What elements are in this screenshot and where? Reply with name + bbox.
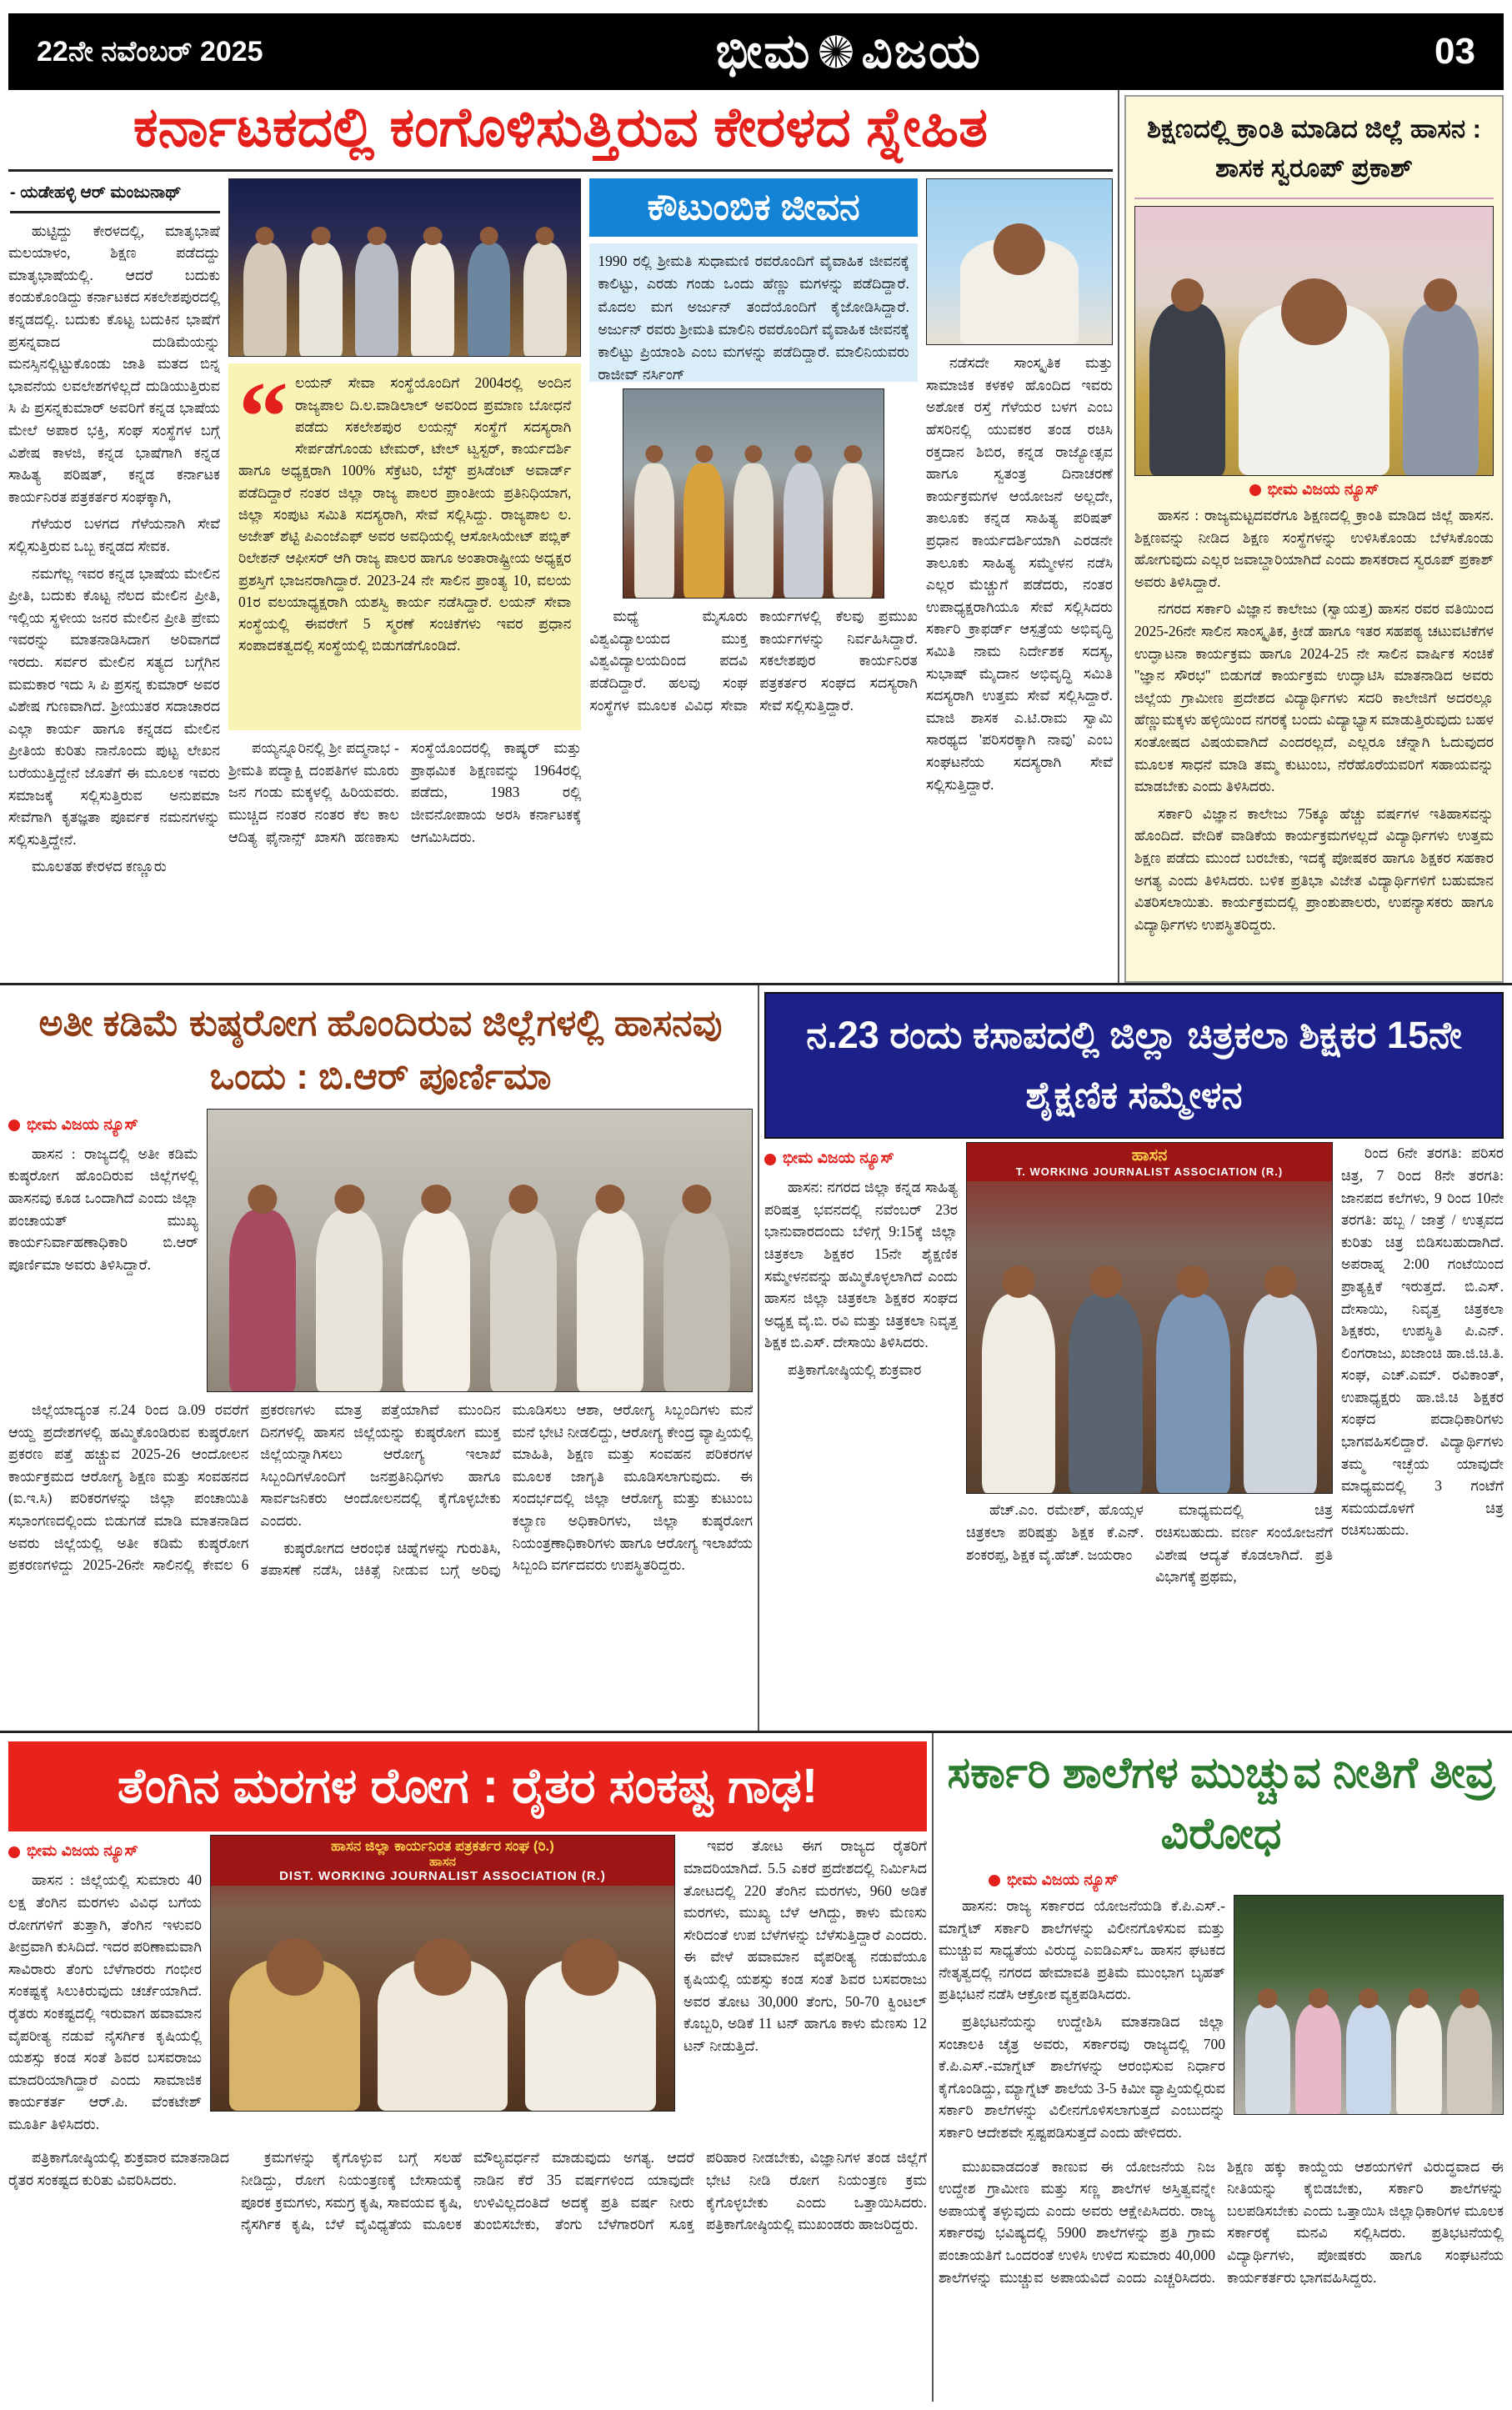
leprosy-paragraph: ಕುಷ್ಠರೋಗದ ಆರಂಭಿಕ ಚಿಹ್ನೆಗಳನ್ನು ಗುರುತಿಸಿ, ತಪಾಸಣೆ ನಡೆಸಿ, ಚಿಕಿತ್ಸೆ ನೀಡುವ ಬಗ್ಗೆ ಅರಿವು ಮೂಡಿಸಲು ಆಶಾ, ಆರೋಗ್ಯ ಸಿಬ್ಬಂದಿಗಳು ಮನೆ ಮನೆ ಭೇಟಿ ನೀಡಲಿದ್ದು, ಆರೋಗ್ಯ ಕೇಂದ್ರ ವ್ಯಾಪ್ತಿಯಲ್ಲಿ ಮಾಹಿತಿ, ಶಿಕ್ಷಣ ಮತ್ತು ಸಂವಹನ ಪರಿಕರಗಳ ಮೂಲಕ ಜಾಗೃತಿ ಮೂಡಿಸಲಾಗುವುದು. ಈ ಸಂದರ್ಭದಲ್ಲಿ ಜಿಲ್ಲಾ ಆರೋಗ್ಯ ಮತ್ತು ಕುಟುಂಬ ಕಲ್ಯಾಣ ಅಧಿಕಾರಿಗಳು, ಜಿಲ್ಲಾ ಕುಷ್ಠರೋಗ ನಿಯಂತ್ರಣಾಧಿಕಾರಿಗಳು ಹಾಗೂ ಆರೋಗ್ಯ ಇಲಾಖೆಯ ಸಿಬ್ಬಂದಿ ವರ್ಗದವರು ಉಪಸ್ಥಿತರಿದ್ದರು. <box>260 1400 753 1579</box>
schools-paragraph: ಪ್ರತಿಭಟನೆಯನ್ನು ಉದ್ದೇಶಿಸಿ ಮಾತನಾಡಿದ ಜಿಲ್ಲಾ ಸಂಚಾಲಕಿ ಚೈತ್ರ ಅವರು, ಸರ್ಕಾರವು ರಾಜ್ಯದಲ್ಲಿ 700 ಕೆ.ಪಿ.ಎಸ್.-ಮಾಗ್ನೆಟ್ ಶಾಲೆಗಳನ್ನು ಆರಂಭಿಸುವ ನಿರ್ಧಾರ ಕೈಗೊಂಡಿದ್ದು, ಮ್ಯಾಗ್ನೆಟ್ ಶಾಲೆಯ 3-5 ಕಿಮೀ ವ್ಯಾಪ್ತಿಯಲ್ಲಿರುವ ಸರ್ಕಾರಿ ಶಾಲೆಗಳನ್ನು ವಿಲೀನಗೊಳಿಸಲಾಗುತ್ತದೆ ಎಂಬುದನ್ನು ಸರ್ಕಾರಿ ಆದೇಶವೇ ಸ್ಪಷ್ಟಪಡಿಸುತ್ತದೆ ಎಂದು ಹೇಳಿದರು. <box>939 2013 1225 2142</box>
issue-date: 22ನೇ ನವೆಂಬರ್ 2025 <box>37 35 263 68</box>
masthead-emblem-icon <box>818 33 854 70</box>
main-author-byline: - ಯಡೇಹಳ್ಳಿ ಆರ್ ಮಂಜುನಾಥ್ <box>10 180 220 213</box>
article-coconut-disease <box>8 1733 927 2402</box>
vertical-divider <box>1118 90 1119 983</box>
art-teachers-paragraph: ರಿಂದ 6ನೇ ತರಗತಿ: ಪರಿಸರ ಚಿತ್ರ, 7 ರಿಂದ 8ನೇ ತರಗತಿ: ಜಾನಪದ ಕಲೆಗಳು, 9 ರಿಂದ 10ನೇ ತರಗತಿ: ಹಬ್ಬ / ಜಾತ್ರೆ / ಉತ್ಸವದ ಕುರಿತು ಚಿತ್ರ ಬಿಡಿಸಬಹುದಾಗಿದೆ. ಅಪರಾಹ್ನ 2:00 ಗಂಟೆಯಿಂದ ಪ್ರಾತ್ಯಕ್ಷಿಕೆ ಇರುತ್ತದೆ. ಬಿ.ಎಸ್. ದೇಸಾಯಿ, ನಿವೃತ್ತ ಚಿತ್ರಕಲಾ ಶಿಕ್ಷಕರು, ಉಪಸ್ಥಿತಿ ಪಿ.ಎನ್. ಲಿಂಗರಾಜು, ಖಜಾಂಚಿ ಹಾ.ಜಿ.ಚಿ.ತಿ. ಸಂಘ, ಎಚ್.ಎಮ್. ರವಿಕಾಂತ್, ಉಪಾಧ್ಯಕ್ಷರು ಹಾ.ಜಿ.ಚಿ ಶಿಕ್ಷಕರ ಸಂಘದ ಪದಾಧಿಕಾರಿಗಳು ಭಾಗವಹಿಸಲಿದ್ದಾರೆ. ವಿದ್ಯಾರ್ಥಿಗಳು ತಮ್ಮ ಇಚ್ಛೆಯ ಯಾವುದೇ ಮಾಧ್ಯಮದಲ್ಲಿ 3 ಗಂಟೆಗೆ ಸಮಯದೊಳಗೆ ಚಿತ್ರ ರಚಿಸಬಹುದು. <box>1341 1145 1504 1539</box>
masthead-bar <box>0 0 1512 90</box>
news-agency-byline <box>8 1114 198 1138</box>
news-agency-byline <box>8 1840 202 1864</box>
protest-march-photo <box>1234 1895 1504 2115</box>
photo-banner-english: DIST. WORKING JOURNALIST ASSOCIATION (R.) <box>279 1869 606 1884</box>
quote-mark-icon: “ <box>238 363 289 473</box>
art-teachers-paragraph: ಪತ್ರಿಕಾಗೋಷ್ಠಿಯಲ್ಲಿ ಶುಕ್ರವಾರ <box>788 1360 922 1378</box>
byline-dot-icon <box>989 1875 1000 1886</box>
coconut-paragraph: ಕ್ರಮಗಳನ್ನು ಕೈಗೊಳ್ಳುವ ಬಗ್ಗೆ ಸಲಹೆ ನೀಡಿದ್ದು, ರೋಗ ನಿಯಂತ್ರಣಕ್ಕೆ ಬೇಸಾಯಕ್ಕೆ ಪೂರಕ ಕ್ರಮಗಳು, ಸಮಗ್ರ ಕೃಷಿ, ಸಾವಯವ ಕೃಷಿ, ನೈಸರ್ಗಿಕ ಕೃಷಿ, ಬೆಳೆ ವೈವಿಧ್ಯತೆಯ ಮೂಲಕ ಮೌಲ್ಯವರ್ಧನೆ ಮಾಡುವುದು ಅಗತ್ಯ. ಆದರೆ ನಾಡಿನ ಕೆರೆ 35 ವರ್ಷಗಳಿಂದ ಯಾವುದೇ ಉಳಿವಿಲ್ಲದಂತಿದೆ ಅದಕ್ಕೆ ಪ್ರತಿ ವರ್ಷ ನೀರು ತುಂಬಿಸಬೇಕು, ತೆಂಗು ಬೆಳೆಗಾರರಿಗೆ ಸೂಕ್ತ ಪರಿಹಾರ ನೀಡಬೇಕು, ವಿಜ್ಞಾನಿಗಳ ತಂಡ ಜಿಲ್ಲೆಗೆ ಭೇಟಿ ನೀಡಿ ರೋಗ ನಿಯಂತ್ರಣ ಕ್ರಮ ಕೈಗೊಳ್ಳಬೇಕು ಎಂದು ಒತ್ತಾಯಿಸಿದರು. ಪತ್ರಿಕಾಗೋಷ್ಠಿಯಲ್ಲಿ ಮುಖಂಡರು ಹಾಜರಿದ್ದರು. <box>241 2149 927 2233</box>
art-teachers-headline: ನ.23 ರಂದು ಕಸಾಪದಲ್ಲಿ ಜಿಲ್ಲಾ ಚಿತ್ರಕಲಾ ಶಿಕ್ಷಕರ 15ನೇ ಶೈಕ್ಷಣಿಕ ಸಮ್ಮೇಳನ <box>764 992 1504 1139</box>
coconut-bottom-columns <box>8 2147 927 2402</box>
byline-dot-icon <box>1249 484 1261 496</box>
photo-banner-kannada: ಹಾಸನ <box>1131 1146 1168 1165</box>
felicitation-photo <box>623 388 884 599</box>
main-column4-text <box>926 352 1113 983</box>
schools-paragraph: ಮುಖವಾಡದಂತೆ ಕಾಣುವ ಈ ಯೋಜನೆಯ ನಿಜ ಉದ್ದೇಶ ಗ್ರಾಮೀಣ ಮತ್ತು ಸಣ್ಣ ಶಾಲೆಗಳ ಅಸ್ತಿತ್ವವನ್ನೇ ಅಪಾಯಕ್ಕೆ ತಳ್ಳುವುದು ಎಂದು ಅವರು ಆಕ್ಷೇಪಿಸಿದರು. ರಾಜ್ಯ ಸರ್ಕಾರವು ಭವಿಷ್ಯದಲ್ಲಿ 5900 ಶಾಲೆಗಳನ್ನು ಪ್ರತಿ ಗ್ರಾಮ ಪಂಚಾಯತಿಗೆ ಒಂದರಂತೆ ಉಳಿಸಿ ಉಳಿದ ಸುಮಾರು 40,000 ಶಾಲೆಗಳನ್ನು ಮುಚ್ಚುವ ಅಪಾಯವಿದೆ ಎಂದು ಎಚ್ಚರಿಸಿದರು. ಶಿಕ್ಷಣ ಹಕ್ಕು ಕಾಯ್ದೆಯ ಆಶಯಗಳಿಗೆ ವಿರುದ್ಧವಾದ ಈ ನೀತಿಯನ್ನು ಕೈಬಿಡಬೇಕು, ಸರ್ಕಾರಿ ಶಾಲೆಗಳನ್ನು ಬಲಪಡಿಸಬೇಕು ಎಂದು ಒತ್ತಾಯಿಸಿ ಜಿಲ್ಲಾಧಿಕಾರಿಗಳ ಮೂಲಕ ಸರ್ಕಾರಕ್ಕೆ ಮನವಿ ಸಲ್ಲಿಸಿದರು. ಪ್ರತಿಭಟನೆಯಲ್ಲಿ ವಿದ್ಯಾರ್ಥಿಗಳು, ಪೋಷಕರು ಹಾಗೂ ಸಂಘಟನೆಯ ಕಾರ್ಯಕರ್ತರು ಭಾಗವಹಿಸಿದ್ದರು. <box>939 2157 1504 2286</box>
news-agency-byline-text: ಭೀಮ ವಿಜಯ ನ್ಯೂಸ್ <box>1267 481 1379 499</box>
yellow-article-headline: ಶಿಕ್ಷಣದಲ್ಲಿ ಕ್ರಾಂತಿ ಮಾಡಿದ ಜಿಲ್ಲೆ ಹಾಸನ : ಶಾಸಕ ಸ್ವರೂಪ್ ಪ್ರಕಾಶ್ <box>1134 103 1494 199</box>
main-under-quote-text <box>228 737 581 983</box>
news-agency-byline-text: ಭೀಮ ವಿಜಯ ನ್ಯೂಸ್ <box>27 1842 138 1861</box>
bottom-band <box>0 1731 1512 2410</box>
masthead-title-left: ಭೀಮ <box>715 24 812 78</box>
main-paragraph: ಮೂಲತಹ ಕೇರಳದ ಕಣ್ಣೂರು <box>32 858 167 875</box>
article-art-teachers <box>764 985 1504 1731</box>
main-under-photo2-text <box>589 605 917 983</box>
leprosy-paragraph: ಹಾಸನ : ರಾಜ್ಯದಲ್ಲಿ ಅತೀ ಕಡಿಮೆ ಕುಷ್ಠರೋಗ ಹೊಂದಿರುವ ಜಿಲ್ಲೆಗಳಲ್ಲಿ ಹಾಸನವು ಕೂಡ ಒಂದಾಗಿದೆ ಎಂದು ಜಿಲ್ಲಾ ಪಂಚಾಯತ್ ಮುಖ್ಯ ಕಾರ್ಯನಿರ್ವಾಹಣಾಧಿಕಾರಿ ಬಿ.ಆರ್ ಪೂರ್ಣಿಮಾ ಅವರು ತಿಳಿಸಿದ್ದಾರೆ. <box>8 1145 198 1273</box>
art-teachers-photo-stack <box>966 1142 1333 1731</box>
photo-banner-kannada-2: ಹಾಸನ <box>429 1855 456 1870</box>
yellow-paragraph: ನಗರದ ಸರ್ಕಾರಿ ವಿಜ್ಞಾನ ಕಾಲೇಜು (ಸ್ವಾಯತ್ತ) ಹಾಸನ ರವರ ವತಿಯಿಂದ 2025-26ನೇ ಸಾಲಿನ ಸಾಂಸ್ಕೃತಿಕ, ಕ್ರೀಡೆ ಹಾಗೂ ಇತರ ಸಹಪಠ್ಯ ಚಟುವಟಿಕೆಗಳ ಉದ್ಘಾಟನಾ ಕಾರ್ಯಕ್ರಮ ಹಾಗೂ 2024-25 ನೇ ಸಾಲಿನ ವಾರ್ಷಿಕ ಸಂಚಿಕೆ ''ಜ್ಞಾನ ಸೌರಭ'' ಬಿಡುಗಡೆ ಕಾರ್ಯಕ್ರಮ ಉದ್ಘಾಟಿಸಿ ಮಾತನಾಡಿದ ಅವರು ಜಿಲ್ಲೆಯ ಗ್ರಾಮೀಣ ಪ್ರದೇಶದ ವಿದ್ಯಾರ್ಥಿಗಳು ಸದರಿ ಕಾಲೇಜಿಗೆ ಅದರಲ್ಲೂ ಹೆಣ್ಣುಮಕ್ಕಳು ಹಳ್ಳಿಯಿಂದ ನಗರಕ್ಕೆ ಬಂದು ವಿದ್ಯಾಭ್ಯಾಸ ಮಾಡುತ್ತಿರುವುದು ಬಹಳ ಸಂತೋಷದ ವಿಷಯವಾಗಿದೆ ಎಂದರಲ್ಲದೆ, ಎಲ್ಲರೂ ಚೆನ್ನಾಗಿ ಓದುವುದರ ಮೂಲಕ ಸಾಧನೆ ಮಾಡಿ ತಮ್ಮ ಕುಟುಂಬ, ನೆರೆಹೊರೆಯವರಿಗೆ ಸಹಾಯವನ್ನು ಮಾಡಬೇಕು ಎಂದು ತಿಳಿಸಿದರು. <box>1134 600 1494 795</box>
art-teachers-column-1 <box>764 1142 958 1731</box>
main-paragraph: ನಮಗೆಲ್ಲ ಇವರ ಕನ್ನಡ ಭಾಷೆಯ ಮೇಲಿನ ಪ್ರೀತಿ, ಬದುಕು ಕೊಟ್ಟ ನೆಲದ ಮೇಲಿನ ಪ್ರೀತಿ, ಇಲ್ಲಿಯ ಸ್ಥಳೀಯ ಜನರ ಮೇಲಿನ ಪ್ರೀತಿ ಪ್ರೇಮ ಇವರನ್ನು ಮಾತನಾಡಿಸಿದಾಗ ಅರಿವಾಗದೆ ಇರದು. ಸರ್ವರ ಮೇಲಿನ ಸತ್ಯದ ಬಗ್ಗೆಗಿನ ಮಮಕಾರ ಇದು ಸಿ ಪಿ ಪ್ರಸನ್ನ ಕುಮಾರ್ ಅವರ ವಿಶೇಷ ಗುಣವಾಗಿದೆ. ಶ್ರೀಯುತರ ಸದಾಚಾರದ ಎಲ್ಲಾ ಕಾರ್ಯ ಹಾಗೂ ಕನ್ನಡದ ಮೇಲಿನ ಪ್ರೀತಿಯ ಕುರಿತು ನಾನೊಂದು ಪುಟ್ಟ ಲೇಖನ ಬರೆಯುತ್ತಿದ್ದೇನೆ ಜೊತೆಗೆ ಈ ಮೂಲಕ ಇವರು ಸಮಾಜಕ್ಕೆ ಸಲ್ಲಿಸುತ್ತಿರುವ ಅನುಪಮಾ ಸೇವೆಗಾಗಿ ಕೃತಜ್ಞತಾ ಪೂರ್ವಕ ನಮನಗಳನ್ನು ಸಲ್ಲಿಸುತ್ತಿದ್ದೇನೆ. <box>8 564 221 848</box>
art-teachers-column-3 <box>1341 1142 1504 1731</box>
coconut-paragraph: ಹಾಸನ : ಜಿಲ್ಲೆಯಲ್ಲಿ ಸುಮಾರು 40 ಲಕ್ಷ ತೆಂಗಿನ ಮರಗಳು ವಿವಿಧ ಬಗೆಯ ರೋಗಗಳಿಗೆ ತುತ್ತಾಗಿ, ತೆಂಗಿನ ಇಳುವರಿ ತೀವ್ರವಾಗಿ ಕುಸಿದಿದೆ. ಇದರ ಪರಿಣಾಮವಾಗಿ ಸಾವಿರಾರು ತೆಂಗು ಬೆಳೆಗಾರರು ಗಂಭೀರ ಸಂಕಷ್ಟಕ್ಕೆ ಸಿಲುಕಿರುವುದು ಚರ್ಚೆಯಾಗಿದೆ. ರೈತರು ಸಂಕಷ್ಟದಲ್ಲಿ ಇರುವಾಗ ಹವಾಮಾನ ವೈಪರೀತ್ಯ ನಡುವೆ ನೈಸರ್ಗಿಕ ಕೃಷಿಯಲ್ಲಿ ಯಶಸ್ಸು ಕಂಡ ಸಂತೆ ಶಿವರ ಬಸವರಾಜು ಮಾದರಿಯಾಗಿದ್ದಾರೆ ಎಂದು ಸಾಮಾಜಿಕ ಕಾರ್ಯಕರ್ತ ಆರ್.ಪಿ. ವೆಂಕಟೇಶ್ ಮೂರ್ತಿ ತಿಳಿಸಿದರು. <box>8 1871 202 2132</box>
schools-column-1 <box>939 1895 1225 2149</box>
coconut-paragraph: ಇವರ ತೋಟ ಈಗ ರಾಜ್ಯದ ರೈತರಿಗೆ ಮಾದರಿಯಾಗಿದೆ. 5.5 ಎಕರೆ ಪ್ರದೇಶದಲ್ಲಿ ನಿರ್ಮಿಸಿದ ತೋಟದಲ್ಲಿ 220 ತೆಂಗಿನ ಮರಗಳು, 960 ಅಡಿಕೆ ಮರಗಳು, ಮುಖ್ಯ ಬೆಳೆ ಆಗಿದ್ದು, ಕಾಳು ಮೆಣಸು ಸೇರಿದಂತೆ ಉಪ ಬೆಳೆಗಳನ್ನು ಬೆಳೆಸುತ್ತಿದ್ದಾರೆ ಎಂದರು. ಈ ವೇಳೆ ಹವಾಮಾನ ವೈಪರೀತ್ಯ ನಡುವೆಯೂ ಕೃಷಿಯಲ್ಲಿ ಯಶಸ್ಸು ಕಂಡ ಸಂತೆ ಶಿವರ ಬಸವರಾಜು ಅವರ ತೋಟ 30,000 ತೆಂಗು, 50-70 ಕ್ವಿಂಟಲ್ ಕೊಬ್ಬರಿ, ಅಡಿಕೆ 11 ಟನ್ ಹಾಗೂ ಕಾಳು ಮೆಣಸು 12 ಟನ್ ನೀಡುತ್ತಿದೆ. <box>683 1837 927 2054</box>
family-life-box-title: ಕೌಟುಂಬಿಕ ಜೀವನ <box>589 178 917 237</box>
leprosy-column-1 <box>8 1109 198 1392</box>
article-kerala-friend <box>8 90 1113 983</box>
main-article-column-2 <box>228 178 581 983</box>
news-agency-byline <box>1134 481 1494 499</box>
family-life-box-text: 1990 ರಲ್ಲಿ ಶ್ರೀಮತಿ ಸುಧಾಮಣಿ ರವರೊಂದಿಗೆ ವೈವಾಹಿಕ ಜೀವನಕ್ಕೆ ಕಾಲಿಟ್ಟು, ಎರಡು ಗಂಡು ಒಂದು ಹೆಣ್ಣು ಮಗಳನ್ನು ಪಡೆದಿದ್ದಾರೆ. ಮೊದಲ ಮಗ ಅರ್ಜುನ್ ತಂದೆಯೊಂದಿಗೆ ಕೈಜೋಡಿಸಿದ್ದಾರೆ. ಅರ್ಜುನ್ ರವರು ಶ್ರೀಮತಿ ಮಾಲಿನಿ ರವರೊಂದಿಗೆ ವೈವಾಹಿಕ ಜೀವನಕ್ಕೆ ಕಾಲಿಟ್ಟು ಪ್ರಿಯಾಂಶಿ ಎಂಬ ಮಗಳನ್ನು ಪಡೆದಿದ್ದಾರೆ. ಮಾಲಿನಿಯವರು ರಾಜೀವ್ ನರ್ಸಿಂಗ್ <box>589 243 917 382</box>
photo-banner-kannada: ಹಾಸನ ಜಿಲ್ಲಾ ಕಾರ್ಯನಿರತ ಪತ್ರಕರ್ತರ ಸಂಘ (ರಿ.) <box>331 1838 554 1855</box>
schools-bottom-columns <box>939 2156 1504 2402</box>
caption-text: ಹೆಚ್.ಎಂ. ರಮೇಶ್, ಹೊಯ್ಸಳ ಚಿತ್ರಕಲಾ ಪರಿಷತ್ತು ಶಿಕ್ಷಕ ಕೆ.ಎನ್. ಶಂಕರಪ್ಪ, ಶಿಕ್ಷಕ ವೈ.ಹೆಚ್. ಜಯರಾಂ <box>966 1501 1144 1563</box>
art-teachers-caption-columns <box>966 1499 1333 1731</box>
leprosy-headline: ಅತೀ ಕಡಿಮೆ ಕುಷ್ಠರೋಗ ಹೊಂದಿರುವ ಜಿಲ್ಲೆಗಳಲ್ಲಿ ಹಾಸನವು ಒಂದು : ಬಿ.ಆರ್ ಪೂರ್ಣಿಮಾ <box>38 1003 723 1098</box>
yellow-paragraph: ಸರ್ಕಾರಿ ವಿಜ್ಞಾನ ಕಾಲೇಜು 75ಕ್ಕೂ ಹೆಚ್ಚು ವರ್ಷಗಳ ಇತಿಹಾಸವನ್ನು ಹೊಂದಿದೆ. ವೇದಿಕೆ ವಾಡಿಕೆಯ ಕಾರ್ಯಕ್ರಮಗಳಲ್ಲದೆ ವಿದ್ಯಾರ್ಥಿಗಳು ಉತ್ತಮ ಶಿಕ್ಷಣ ಪಡೆದು ಮುಂದೆ ಬರಬೇಕು, ಇದಕ್ಕೆ ಪೋಷಕರ ಹಾಗೂ ಶಿಕ್ಷಕರ ಸಹಕಾರ ಅಗತ್ಯ ಎಂದು ತಿಳಿಸಿದರು. ಬಳಿಕ ಪ್ರತಿಭಾ ವಿಜೇತ ವಿದ್ಯಾರ್ಥಿಗಳಿಗೆ ಬಹುಮಾನ ವಿತರಿಸಲಾಯಿತು. ಕಾರ್ಯಕ್ರಮದಲ್ಲಿ ಪ್ರಾಂಶುಪಾಲರು, ಉಪನ್ಯಾಸಕರು ಹಾಗೂ ವಿದ್ಯಾರ್ಥಿಗಳು ಉಪಸ್ಥಿತರಿದ್ದರು. <box>1134 804 1494 933</box>
stage-group-photo <box>228 178 581 357</box>
portrait-photo <box>926 178 1113 345</box>
article-education-revolution <box>1124 95 1504 983</box>
coconut-headline: ತೆಂಗಿನ ಮರಗಳ ರೋಗ : ರೈತರ ಸಂಕಷ್ಟ ಗಾಢ! <box>8 1741 927 1831</box>
vertical-divider <box>932 1733 934 2402</box>
main-paragraph: ಹುಟ್ಟಿದ್ದು ಕೇರಳದಲ್ಲಿ, ಮಾತೃಭಾಷೆ ಮಲಯಾಳಂ, ಶಿಕ್ಷಣ ಪಡೆದದ್ದು ಮಾತೃಭಾಷೆಯಲ್ಲಿ. ಆದರೆ ಬದುಕು ಕಂಡುಕೊಂಡಿದ್ದು ಕರ್ನಾಟಕದ ಸಕಲೇಶಪುರದಲ್ಲಿ ಕನ್ನಡದಲ್ಲಿ. ಬದುಕು ಕೊಟ್ಟ ಬದುಕಿನ ಭಾಷೆಗೆ ಪ್ರಸನ್ನವಾದ ದುಡಿಮೆಯನ್ನು ಮನಸ್ಸಿನಲ್ಲಿಟ್ಟುಕೊಂಡು ಜಾತಿ ಮತದ ಬಿನ್ನ ಭಾವನೆಯ ಲವಲೇಶಗಳಿಲ್ಲದೆ ದುಡಿಯುತ್ತಿರುವ ಸಿ ಪಿ ಪ್ರಸನ್ನಕುಮಾರ್ ಅವರಿಗೆ ಕನ್ನಡ ಭಾಷೆಯ ಮೇಲೆ ಅಪಾರ ಭಕ್ತಿ, ಸಂಘ ಸಂಸ್ಥೆಗಳ ಬಗ್ಗೆ ವಿಶೇಷ ಕಾಳಜಿ, ಕನ್ನಡ ಭಾಷೆಗಾಗಿ ಕನ್ನಡ ಸಾಹಿತ್ಯ ಪರಿಷತ್, ಕನ್ನಡ ಕರ್ನಾಟಕ ಕಾರ್ಯನಿರತ ಪತ್ರಕರ್ತರ ಸಂಘಕ್ಕಾಗಿ, <box>8 222 221 505</box>
byline-dot-icon <box>8 1120 20 1131</box>
top-band <box>0 90 1512 983</box>
journalist-association-photo <box>210 1835 675 2112</box>
main-headline: ಕರ್ನಾಟಕದಲ್ಲಿ ಕಂಗೊಳಿಸುತ್ತಿರುವ ಕೇರಳದ ಸ್ನೇಹಿತ <box>133 96 989 158</box>
main-paragraph: ನಡೆಸದೇ ಸಾಂಸ್ಕೃತಿಕ ಮತ್ತು ಸಾಮಾಜಿಕ ಕಳಕಳಿ ಹೊಂದಿದ ಇವರು ಅಶೋಕ ರಸ್ತೆ ಗೆಳೆಯರ ಬಳಗ ಎಂಬ ಹೆಸರಿನಲ್ಲಿ ಯುವಕರ ತಂಡ ರಚಿಸಿ ರಕ್ತದಾನ ಶಿಬಿರ, ಕನ್ನಡ ರಾಜ್ಯೋತ್ಸವ ಹಾಗೂ ಸ್ವತಂತ್ರ ದಿನಾಚರಣೆ ಕಾರ್ಯಕ್ರಮಗಳ ಆಯೋಜನೆ ಅಲ್ಲದೇ, ತಾಲೂಕು ಕನ್ನಡ ಸಾಹಿತ್ಯ ಪರಿಷತ್ ಪ್ರಧಾನ ಕಾರ್ಯದರ್ಶಿಯಾಗಿ ಎರಡನೇ ತಾಲೂಕು ಸಾಹಿತ್ಯ ಸಮ್ಮೇಳನ ನಡೆಸಿ ಎಲ್ಲರ ಮೆಚ್ಚುಗೆ ಪಡೆದರು, ನಂತರ ಉಪಾಧ್ಯಕ್ಷರಾಗಿಯೂ ಸೇವೆ ಸಲ್ಲಿಸಿದರು ಸರ್ಕಾರಿ ಕ್ರಾಫರ್ಡ್ ಆಸ್ಪತ್ರೆಯ ಅಭಿವೃದ್ಧಿ ಸಮಿತಿ ನಾಮ ನಿರ್ದೇಶಕ ಸದಸ್ಯ, ಸುಭಾಷ್ ಮೈದಾನ ಅಭಿವೃದ್ಧಿ ಸಮಿತಿ ಸದಸ್ಯರಾಗಿ ಉತ್ತಮ ಸೇವೆ ಸಲ್ಲಿಸಿದ್ದಾರೆ. ಮಾಜಿ ಶಾಸಕ ಎ.ಟಿ.ರಾಮ ಸ್ವಾಮಿ ಸಾರಥ್ಯದ 'ಪರಿಸರಕ್ಕಾಗಿ ನಾವು' ಎಂಬ ಸಂಘಟನೆಯ ಸದಸ್ಯರಾಗಿ ಸೇವೆ ಸಲ್ಲಿಸುತ್ತಿದ್ದಾರೆ. <box>925 354 1113 793</box>
byline-dot-icon <box>8 1846 20 1858</box>
article-school-closure-protest <box>939 1733 1504 2402</box>
news-agency-byline-text: ಭೀಮ ವಿಜಯ ನ್ಯೂಸ್ <box>1007 1871 1119 1890</box>
main-paragraph: ಗೆಳೆಯರ ಬಳಗದ ಗೆಳೆಯನಾಗಿ ಸೇವೆ ಸಲ್ಲಿಸುತ್ತಿರುವ ಒಬ್ಬ ಕನ್ನಡದ ಸೇವಕ. <box>8 515 221 554</box>
main-article-column-4 <box>926 178 1113 983</box>
vertical-divider <box>758 985 759 1731</box>
caption-text: ಮಾಧ್ಯಮದಲ್ಲಿ ಚಿತ್ರ ರಚಿಸಬಹುದು. ವರ್ಣ ಸಂಯೋಜನೆಗೆ ವಿಶೇಷ ಆದ್ಯತೆ ಕೊಡಲಾಗಿದೆ. ಪ್ರತಿ ವಿಭಾಗಕ್ಕೆ ಪ್ರಥಮ, <box>1155 1501 1333 1586</box>
news-agency-byline <box>989 1871 1504 1890</box>
page-number: 03 <box>1434 31 1475 72</box>
coconut-column-1 <box>8 1835 202 2140</box>
photo-banner-english: T. WORKING JOURNALIST ASSOCIATION (R.) <box>1015 1165 1284 1179</box>
news-agency-byline-text: ಭೀಮ ವಿಜಯ ನ್ಯೂಸ್ <box>783 1150 894 1168</box>
iec-release-photo <box>207 1109 753 1392</box>
leprosy-paragraph: ಜಿಲ್ಲೆಯಾದ್ಯಂತ ನ.24 ರಿಂದ ಡಿ.09 ರವರೆಗೆ ಆಯ್ದ ಪ್ರದೇಶಗಳಲ್ಲಿ ಹಮ್ಮಿಕೊಂಡಿರುವ ಕುಷ್ಠರೋಗ ಪ್ರಕರಣ ಪತ್ತೆ ಹಚ್ಚುವ 2025-26 ಆಂದೋಲನ ಕಾರ್ಯಕ್ರಮದ ಆರೋಗ್ಯ ಶಿಕ್ಷಣ ಮತ್ತು ಸಂವಹನದ (ಐ.ಇ.ಸಿ) ಪರಿಕರಗಳನ್ನು ಜಿಲ್ಲಾ ಪಂಚಾಯಿತಿ ಸಭಾಂಗಣದಲ್ಲಿಂದು ಬಿಡುಗಡೆ ಮಾಡಿ ಮಾತನಾಡಿದ ಅವರು ಜಿಲ್ಲೆಯಲ್ಲಿ ಅತೀ ಕಡಿಮೆ ಕುಷ್ಠರೋಗ ಪ್ರಕರಣಗಳಿದ್ದು 2025-26ನೇ ಸಾಲಿನಲ್ಲಿ ಕೇವಲ 6 ಪ್ರಕರಣಗಳು ಮಾತ್ರ ಪತ್ತೆಯಾಗಿವೆ ಮುಂದಿನ ದಿನಗಳಲ್ಲಿ ಹಾಸನ ಜಿಲ್ಲೆಯನ್ನು ಕುಷ್ಠರೋಗ ಮುಕ್ತ ಜಿಲ್ಲೆಯನ್ನಾಗಿಸಲು ಆರೋಗ್ಯ ಇಲಾಖೆ ಸಿಬ್ಬಂದಿಗಳೊಂದಿಗೆ ಜನಪ್ರತಿನಿಧಿಗಳು ಹಾಗೂ ಸಾರ್ವಜನಿಕರು ಆಂದೋಲನದಲ್ಲಿ ಕೈಗೊಳ್ಳಬೇಕು ಎಂದರು. <box>8 1400 501 1574</box>
coconut-column-3 <box>683 1835 927 2140</box>
masthead-title-right: ವಿಜಯ <box>861 24 982 78</box>
press-meet-photo <box>966 1142 1333 1494</box>
byline-dot-icon <box>764 1154 776 1165</box>
news-agency-byline <box>764 1147 958 1171</box>
masthead-title <box>716 23 982 80</box>
pull-quote-box <box>228 363 581 730</box>
yellow-article-body <box>1134 504 1494 975</box>
pull-quote-text: ಲಯನ್ ಸೇವಾ ಸಂಸ್ಥೆಯೊಂದಿಗೆ 2004ರಲ್ಲಿ ಅಂದಿನ ರಾಜ್ಯಪಾಲ ದಿ.ಲ.ವಾಡಿಲಾಲ್ ಅವರಿಂದ ಪ್ರಮಾಣ ಬೋಧನೆ ಪಡೆದು ಸಕಲೇಶಪುರ ಲಯನ್ಸ್ ಸಂಸ್ಥೆಗೆ ಸದಸ್ಯರಾಗಿ ಸೇರ್ಪಡೆಗೊಂಡು ಟೇಮರ್, ಟೇಲ್ ಟ್ವಸ್ಟರ್, ಕಾರ್ಯದರ್ಶಿ ಹಾಗೂ ಅಧ್ಯಕ್ಷರಾಗಿ 100% ಸೆಕ್ರೆಟರಿ, ಬೆಸ್ಟ್ ಪ್ರಸಿಡೆಂಟ್ ಅವಾರ್ಡ್ ಪಡೆದಿದ್ದಾರೆ ನಂತರ ಜಿಲ್ಲಾ ರಾಜ್ಯ ಪಾಲರ ಪ್ರಾಂತೀಯ ಪ್ರತಿನಿಧಿಯಾಗ, ಜಿಲ್ಲಾ ಸಂಪುಟ ಸಮಿತಿ ಸದಸ್ಯರಾಗಿ, ಸೇವೆ ಸಲ್ಲಿಸಿದ್ದು. ರಾಜ್ಯಪಾಲ ಲ. ಅಜೇತ್ ಶೆಟ್ಟಿ ಪಿಎಂಜೆಎಫ್ ಅವರ ಅವಧಿಯಲ್ಲಿ ಆಸೋಸಿಯೇಟ್ ಪಬ್ಲಿಕ್ ರಿಲೇಶನ್ ಆಫೀಸರ್ ಆಗಿ ರಾಜ್ಯ ಪಾಲರ ಹಾಗೂ ಅಂತಾರಾಷ್ಟ್ರೀಯ ಅಧ್ಯಕ್ಷರ ಪ್ರಶಸ್ತಿಗೆ ಭಾಜನರಾಗಿದ್ದಾರೆ. 2023-24 ನೇ ಸಾಲಿನ ಪ್ರಾಂತ್ಯ 10, ವಲಯ 01ರ ವಲಯಾಧ್ಯಕ್ಷರಾಗಿ ಯಶಸ್ವಿ ಕಾರ್ಯ ನಡೆಸಿದ್ದಾರೆ. ಲಯನ್ ಸೇವಾ ಸಂಸ್ಥೆಯಲ್ಲಿ ಈವರೇಗೆ 5 ಸ್ಮರಣೆ ಸಂಚಿಕೆಗಳು ಇವರ ಪ್ರಧಾನ ಸಂಪಾದಕತ್ವದಲ್ಲಿ ಸಂಸ್ಥೆಯಲ್ಲಿ ಬಿಡುಗಡೆಗೊಂಡಿದೆ. <box>238 374 572 654</box>
schools-paragraph: ಹಾಸನ: ರಾಜ್ಯ ಸರ್ಕಾರದ ಯೋಜನೆಯಡಿ ಕೆ.ಪಿ.ಎಸ್.-ಮಾಗ್ನೆಟ್ ಸರ್ಕಾರಿ ಶಾಲೆಗಳನ್ನು ವಿಲೀನಗೊಳಿಸುವ ಮತ್ತು ಮುಚ್ಚುವ ಸಾಧ್ಯತೆಯ ವಿರುದ್ಧ ಎಐಡಿಎಸ್ಒ ಹಾಸನ ಘಟಕದ ನೇತೃತ್ವದಲ್ಲಿ ನಗರದ ಹೇಮಾವತಿ ಪ್ರತಿಮೆ ಮುಂಭಾಗ ಬೃಹತ್ ಪ್ರತಿಭಟನೆ ನಡೆಸಿ ಆಕ್ರೋಶ ವ್ಯಕ್ತಪಡಿಸಿದರು. <box>939 1897 1225 2003</box>
middle-band <box>0 983 1512 1731</box>
mla-speech-photo <box>1134 206 1494 476</box>
coconut-paragraph: ಪತ್ರಿಕಾಗೋಷ್ಠಿಯಲ್ಲಿ ಶುಕ್ರವಾರ ಮಾತನಾಡಿದ ರೈತರ ಸಂಕಷ್ಟದ ಕುರಿತು ವಿವರಿಸಿದರು. <box>8 2149 229 2189</box>
leprosy-bottom-columns <box>8 1399 753 1731</box>
yellow-paragraph: ಹಾಸನ : ರಾಜ್ಯಮಟ್ಟದವರೆಗೂ ಶಿಕ್ಷಣದಲ್ಲಿ ಕ್ರಾಂತಿ ಮಾಡಿದ ಜಿಲ್ಲೆ ಹಾಸನ. ಶಿಕ್ಷಣವನ್ನು ನೀಡಿದ ಶಿಕ್ಷಣ ಸಂಸ್ಥೆಗಳನ್ನು ಉಳಿಸಿಕೊಂಡು ಬೆಳೆಸಿಕೊಂಡು ಹೋಗುವುದು ಎಲ್ಲರ ಜವಾಬ್ದಾರಿಯಾಗಿದೆ ಎಂದು ಶಾಸಕರಾದ ಸ್ವರೂಪ್ ಪ್ರಕಾಶ್ ಅವರು ತಿಳಿಸಿದ್ದಾರೆ. <box>1134 507 1494 590</box>
schools-headline: ಸರ್ಕಾರಿ ಶಾಲೆಗಳ ಮುಚ್ಚುವ ನೀತಿಗೆ ತೀವ್ರ ವಿರೋಧ <box>947 1749 1495 1859</box>
main-article-column-1 <box>8 178 220 983</box>
main-article-column-3 <box>589 178 917 983</box>
main-paragraph: ಪಯ್ಯನ್ನೂರಿನಲ್ಲಿ ಶ್ರೀ ಪದ್ಮನಾಭ - ಶ್ರೀಮತಿ ಪದ್ಮಾಕ್ಷಿ ದಂಪತಿಗಳ ಮೂರು ಜನ ಗಂಡು ಮಕ್ಕಳಲ್ಲಿ ಹಿರಿಯವರು. ಮುಚ್ಚಿದ ನಂತರ ನಂತರ ಕೆಲ ಕಾಲ ಆದಿತ್ಯ ಫೈನಾನ್ಸ್ ಖಾಸಗಿ ಹಣಕಾಸು ಸಂಸ್ಥೆಯೊಂದರಲ್ಲಿ ಕಾಷ್ಯರ್ ಮತ್ತು ಪ್ರಾಥಮಿಕ ಶಿಕ್ಷಣವನ್ನು 1964ರಲ್ಲಿ ಪಡೆದು, 1983 ರಲ್ಲಿ ಜೀವನೋಪಾಯ ಅರಸಿ ಕರ್ನಾಟಕಕ್ಕೆ ಆಗಮಿಸಿದರು. <box>228 739 582 845</box>
article-leprosy <box>8 985 753 1731</box>
news-agency-byline-text: ಭೀಮ ವಿಜಯ ನ್ಯೂಸ್ <box>27 1115 138 1134</box>
art-teachers-paragraph: ಹಾಸನ: ನಗರದ ಜಿಲ್ಲಾ ಕನ್ನಡ ಸಾಹಿತ್ಯ ಪರಿಷತ್ತ ಭವನದಲ್ಲಿ ನವೆಂಬರ್ 23ರ ಭಾನುವಾರದಂದು ಬೆಳಿಗ್ಗೆ 9:15ಕ್ಕೆ ಜಿಲ್ಲಾ ಚಿತ್ರಕಲಾ ಶಿಕ್ಷಕರ 15ನೇ ಶೈಕ್ಷಣಿಕ ಸಮ್ಮೇಳನವನ್ನು ಹಮ್ಮಿಕೊಳ್ಳಲಾಗಿದೆ ಎಂದು ಹಾಸನ ಜಿಲ್ಲಾ ಚಿತ್ರಕಲಾ ಶಿಕ್ಷಕರ ಸಂಘದ ಅಧ್ಯಕ್ಷ ವೈ.ಬಿ. ರವಿ ಮತ್ತು ಚಿತ್ರಕಲಾ ನಿವೃತ್ತ ಶಿಕ್ಷಕ ಬಿ.ಎಸ್. ದೇಸಾಯಿ ತಿಳಿಸಿದರು. <box>764 1179 958 1351</box>
main-paragraph: ಮಧ್ಯೆ ಮೈಸೂರು ವಿಶ್ವವಿದ್ಯಾಲಯದ ಮುಕ್ತ ವಿಶ್ವವಿದ್ಯಾಲಯದಿಂದ ಪದವಿ ಪಡೆದಿದ್ದಾರೆ. ಹಲವು ಸಂಘ ಸಂಸ್ಥೆಗಳ ಮೂಲಕ ವಿವಿಧ ಸೇವಾ ಕಾರ್ಯಗಳಲ್ಲಿ ಕೆಲವು ಪ್ರಮುಖ ಕಾರ್ಯಗಳನ್ನು ನಿರ್ವಹಿಸಿದ್ದಾರೆ. ಸಕಲೇಶಪುರ ಕಾರ್ಯನಿರತ ಪತ್ರಕರ್ತರ ಸಂಘದ ಸದಸ್ಯರಾಗಿ ಸೇವೆ ಸಲ್ಲಿಸುತ್ತಿದ್ದಾರೆ. <box>589 608 918 714</box>
